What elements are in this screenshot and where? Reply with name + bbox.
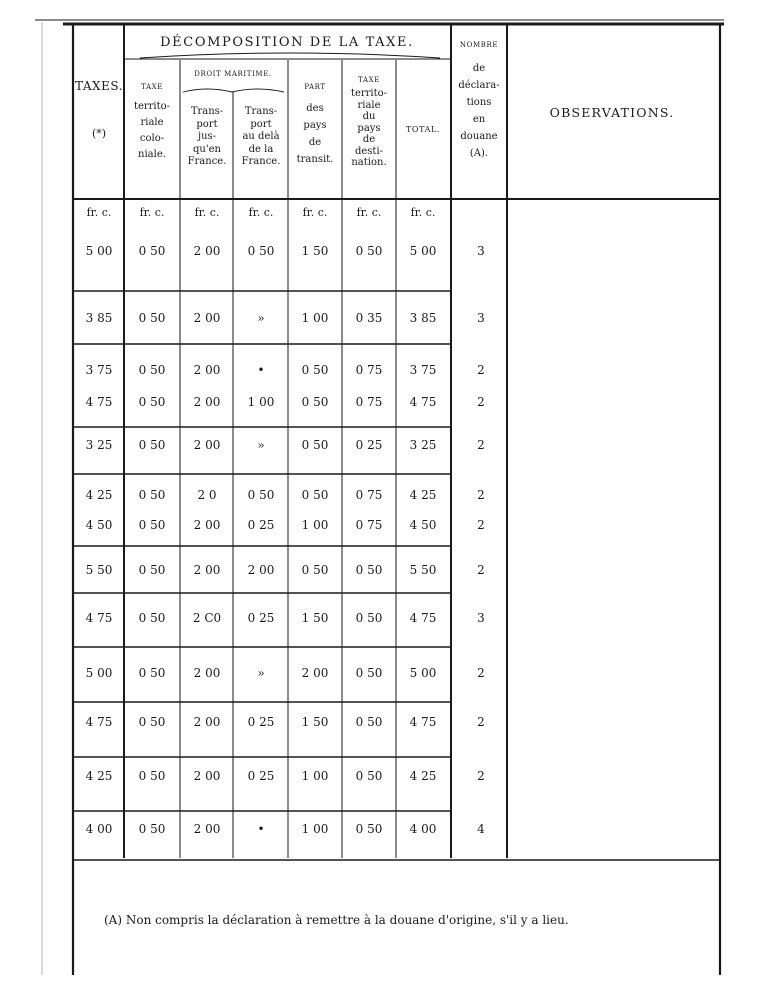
table-cell-colo: 0 50 — [138, 518, 166, 532]
table-cell-dest: 0 50 — [355, 563, 383, 577]
header-line: au delà — [242, 131, 280, 142]
table-cell-total: 4 75 — [409, 611, 437, 625]
nombre-heading — [452, 60, 506, 162]
table-cell-total: 4 25 — [409, 769, 437, 783]
table-cell-total: 4 50 — [409, 518, 437, 532]
table-cell-trans-fr: 2 00 — [193, 666, 221, 680]
header-line: territo- — [133, 101, 171, 112]
table-cell-trans-fr: 2 00 — [193, 563, 221, 577]
droit-maritime-caption: DROIT MARITIME. — [194, 70, 272, 78]
table-cell-trans-dela: 2 00 — [247, 563, 275, 577]
observations-heading: OBSERVATIONS. — [549, 105, 675, 120]
table-cell-transit: 0 50 — [301, 395, 329, 409]
table-cell-total: 5 00 — [409, 666, 437, 680]
table-cell-transit: 1 00 — [301, 518, 329, 532]
table-cell-trans-fr: 2 C0 — [192, 611, 222, 625]
table-cell-colo: 0 50 — [138, 822, 166, 836]
table-cell-colo: 0 50 — [138, 666, 166, 680]
table-cell-transit: 1 00 — [301, 769, 329, 783]
table-cell-nombre: 3 — [477, 611, 485, 625]
table-cell-dest: 0 50 — [355, 244, 383, 258]
header-line: France. — [187, 156, 227, 167]
table-cell-taxe: 4 25 — [85, 769, 113, 783]
table-cell-total: 4 75 — [409, 395, 437, 409]
header-line: douane — [460, 131, 498, 142]
header-line: transit. — [296, 154, 334, 165]
unit-label: fr. c. — [302, 206, 328, 219]
table-cell-nombre: 2 — [477, 769, 485, 783]
table-cell-transit: 1 00 — [301, 311, 329, 325]
table-cell-trans-fr: 2 0 — [197, 488, 217, 502]
table-cell-nombre: 2 — [477, 563, 485, 577]
table-cell-dest: 0 75 — [355, 363, 383, 377]
table-cell-dest: 0 75 — [355, 518, 383, 532]
header-line: riale — [140, 117, 164, 128]
table-cell-taxe: 4 75 — [85, 611, 113, 625]
header-line: de — [472, 63, 486, 74]
table-cell-total: 5 00 — [409, 244, 437, 258]
table-cell-colo: 0 50 — [138, 563, 166, 577]
table-cell-taxe: 4 75 — [85, 395, 113, 409]
taxe-coloniale-caption: TAXE — [141, 83, 163, 91]
header-line: riale — [357, 99, 381, 111]
table-cell-total: 5 50 — [409, 563, 437, 577]
table-cell-taxe: 4 25 — [85, 488, 113, 502]
header-line: qu'en — [193, 143, 221, 155]
header-line: port — [250, 118, 272, 130]
table-cell-colo: 0 50 — [138, 244, 166, 258]
header-line: colo- — [139, 133, 165, 144]
nombre-caption: NOMBRE — [459, 41, 499, 49]
header-line: de — [308, 137, 322, 148]
table-cell-taxe: 5 00 — [85, 666, 113, 680]
header-line: Trans- — [190, 106, 224, 117]
footnote: (A) Non compris la déclaration à remettre à la douane d'origine, s'il y a lieu. — [104, 913, 569, 927]
table-cell-nombre: 2 — [477, 666, 485, 680]
header-line: pays — [303, 120, 327, 131]
transport-dela-heading — [234, 106, 288, 169]
table-cell-trans-fr: 2 00 — [193, 363, 221, 377]
table-cell-taxe: 5 50 — [85, 563, 113, 577]
table-cell-colo: 0 50 — [138, 611, 166, 625]
table-cell-taxe: 4 50 — [85, 518, 113, 532]
table-cell-taxe: 3 25 — [85, 438, 113, 452]
table-cell-transit: 1 50 — [301, 611, 329, 625]
table-cell-trans-fr: 2 00 — [193, 769, 221, 783]
table-cell-colo: 0 50 — [138, 438, 166, 452]
table-cell-dest: 0 75 — [355, 395, 383, 409]
table-cell-transit: 1 50 — [301, 715, 329, 729]
table-cell-colo: 0 50 — [138, 311, 166, 325]
table-cell-total: 3 75 — [409, 363, 437, 377]
header-line: nation. — [351, 157, 387, 168]
table-cell-total: 4 00 — [409, 822, 437, 836]
table-cell-trans-fr: 2 00 — [193, 518, 221, 532]
part-transit-heading — [289, 100, 341, 168]
table-cell-nombre: 2 — [477, 518, 485, 532]
table-cell-dest: 0 50 — [355, 769, 383, 783]
table-cell-trans-dela: » — [257, 311, 265, 325]
table-cell-trans-dela: 0 25 — [247, 611, 275, 625]
table-cell-taxe: 3 85 — [85, 311, 113, 325]
table-cell-trans-fr: 2 00 — [193, 438, 221, 452]
transport-france-heading — [181, 106, 233, 169]
table-cell-transit: 0 50 — [301, 563, 329, 577]
table-cell-nombre: 3 — [477, 244, 485, 258]
unit-label: fr. c. — [139, 206, 165, 219]
header-line: territo- — [350, 88, 388, 99]
table-cell-colo: 0 50 — [138, 395, 166, 409]
table-cell-dest: 0 35 — [355, 311, 383, 325]
table-cell-transit: 1 50 — [301, 244, 329, 258]
header-line: déclara- — [458, 80, 500, 91]
table-cell-total: 4 25 — [409, 488, 437, 502]
table-cell-taxe: 3 75 — [85, 363, 113, 377]
table-cell-transit: 0 50 — [301, 488, 329, 502]
unit-label: fr. c. — [248, 206, 274, 219]
table-cell-dest: 0 75 — [355, 488, 383, 502]
header-line: niale. — [138, 149, 166, 160]
header-line: desti- — [354, 145, 384, 157]
header-line: en — [472, 114, 486, 125]
table-cell-trans-fr: 2 00 — [193, 311, 221, 325]
unit-label: fr. c. — [410, 206, 436, 219]
table-cell-dest: 0 50 — [355, 666, 383, 680]
table-cell-trans-dela: 0 50 — [247, 488, 275, 502]
table-cell-colo: 0 50 — [138, 488, 166, 502]
taxes-note: (*) — [91, 127, 107, 140]
header-line: France. — [241, 156, 281, 167]
unit-label: fr. c. — [86, 206, 112, 219]
table-cell-taxe: 4 00 — [85, 822, 113, 836]
total-heading: TOTAL. — [405, 125, 441, 134]
table-cell-transit: 1 00 — [301, 822, 329, 836]
taxe-destination-caption: TAXE — [358, 76, 380, 84]
table-cell-trans-dela: • — [257, 363, 265, 377]
table-cell-dest: 0 50 — [355, 715, 383, 729]
table-cell-dest: 0 25 — [355, 438, 383, 452]
table-cell-trans-dela: » — [257, 666, 265, 680]
header-line: des — [306, 103, 324, 114]
table-cell-trans-fr: 2 00 — [193, 244, 221, 258]
table-cell-colo: 0 50 — [138, 715, 166, 729]
table-cell-nombre: 2 — [477, 438, 485, 452]
table-cell-trans-dela: 0 25 — [247, 518, 275, 532]
table-cell-trans-dela: » — [257, 438, 265, 452]
header-line: (A). — [469, 148, 489, 159]
taxe-destination-heading — [342, 88, 396, 169]
header-line: jus- — [197, 131, 217, 142]
table-cell-transit: 0 50 — [301, 363, 329, 377]
part-caption: PART — [304, 83, 326, 91]
table-cell-trans-dela: 0 25 — [247, 715, 275, 729]
table-cell-total: 4 75 — [409, 715, 437, 729]
table-cell-nombre: 2 — [477, 395, 485, 409]
table-cell-dest: 0 50 — [355, 822, 383, 836]
table-cell-trans-dela: 1 00 — [247, 395, 275, 409]
header-line: pays — [357, 122, 381, 134]
table-cell-trans-fr: 2 00 — [193, 822, 221, 836]
table-cell-dest: 0 50 — [355, 611, 383, 625]
table-cell-trans-fr: 2 00 — [193, 395, 221, 409]
header-line: Trans- — [244, 106, 278, 117]
table-cell-nombre: 3 — [477, 311, 485, 325]
unit-label: fr. c. — [356, 206, 382, 219]
table-cell-taxe: 5 00 — [85, 244, 113, 258]
table-cell-nombre: 4 — [477, 822, 485, 836]
table-cell-total: 3 25 — [409, 438, 437, 452]
table-cell-trans-dela: 0 25 — [247, 769, 275, 783]
taxes-heading: TAXES. — [75, 79, 123, 93]
header-line: de la — [248, 143, 274, 155]
table-cell-nombre: 2 — [477, 715, 485, 729]
table-cell-colo: 0 50 — [138, 769, 166, 783]
table-cell-transit: 0 50 — [301, 438, 329, 452]
table-cell-colo: 0 50 — [138, 363, 166, 377]
header-line: tions — [466, 97, 492, 108]
decomposition-title: DÉCOMPOSITION DE LA TAXE. — [160, 35, 414, 50]
table-cell-nombre: 2 — [477, 488, 485, 502]
table-cell-total: 3 85 — [409, 311, 437, 325]
table-cell-nombre: 2 — [477, 363, 485, 377]
table-cell-trans-fr: 2 00 — [193, 715, 221, 729]
table-cell-trans-dela: 0 50 — [247, 244, 275, 258]
header-line: de — [362, 134, 376, 145]
table-cell-transit: 2 00 — [301, 666, 329, 680]
header-line: du — [362, 111, 376, 122]
unit-label: fr. c. — [194, 206, 220, 219]
header-line: port — [196, 118, 218, 130]
taxe-coloniale-heading — [125, 99, 179, 163]
table-cell-taxe: 4 75 — [85, 715, 113, 729]
table-cell-trans-dela: • — [257, 822, 265, 836]
